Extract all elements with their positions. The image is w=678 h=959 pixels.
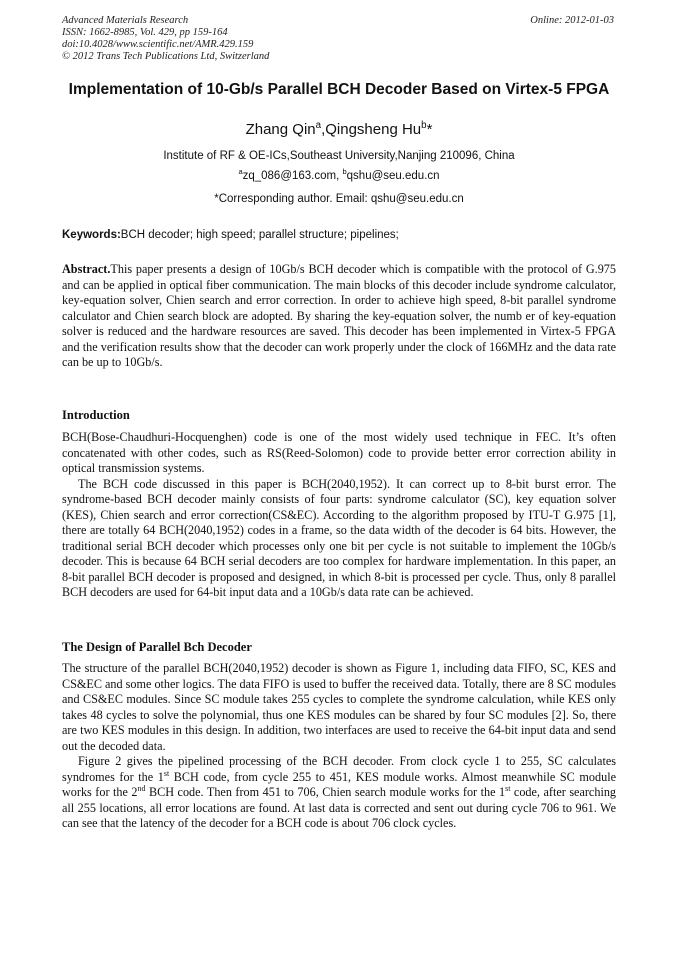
email-address[interactable]: zq_086@163.com, [242, 170, 343, 182]
paper-title: Implementation of 10-Gb/s Parallel BCH Decoder Based on Virtex-5 FPGA [68, 81, 610, 98]
paragraph: The BCH code discussed in this paper is BCH(2040,1952). It can correct up to 8-bit burst error. The syndrome-based BCH decoder mainly consists of four parts: syndrome calculator (SC), key equation solver (KES), Chien search and error correction(CS&EC). According to the algorithm proposed by ITU-T G.975 [1], there are totally 64 BCH(2040,1952) codes in a frame, so the data width of the decoder is 64 bits. However, the traditional serial BCH decoder which processes only one bit per cycle is not suitable to implement the 10Gb/s decoder. This is because 64 BCH serial decoders are too complex for hardware implementation. In this paper, an 8-bit parallel BCH decoder is proposed and designed, in which 8-bit is processed per cycle. Thus, only 8 parallel BCH decoders are used for 64-bit input data and a 10Gb/s data rate can be achieved. [62, 476, 616, 599]
abstract-label: Abstract. [62, 262, 111, 276]
email-marker: b [342, 167, 347, 177]
corresponding-author: *Corresponding author. Email: qshu@seu.edu.cn [214, 193, 464, 205]
ordinal-suffix: nd [137, 783, 146, 793]
author-affil-marker: b [421, 120, 427, 131]
paragraph: The structure of the parallel BCH(2040,1952) decoder is shown as Figure 1, including data FIFO, SC, KES and CS&EC and some other logics. The data FIFO is used to buffer the received data. Totally, there are 8 SC modules and CS&EC modules. Since SC module takes 255 cycles to complete the syndrome calculation, while KES only takes 48 cycles to solve the polynomial, thus one KES modules can be shared by four SC modules [2]. So, there are two KES modules in this design. In addition, two interfaces are used to receive the 64-bit input data and send out the decoded data. [62, 661, 616, 753]
text-run: BCH code. Then from 451 to 706, Chien search module works for the 1 [145, 785, 506, 799]
keywords [62, 228, 616, 242]
email-address[interactable]: qshu@seu.edu.cn [346, 170, 440, 182]
text-run: Figure 2 gives the pipelined processing of the BCH decoder. From clock cycle 1 to 255, SC calculates syndromes for the 1 [62, 754, 616, 784]
author-separator: , [321, 121, 326, 138]
author-line [62, 121, 616, 139]
text-run: BCH code, from cycle 255 to 451, KES module works. Almost meanwhile SC module works for the 2 [62, 769, 616, 799]
section-heading: Introduction [62, 408, 130, 422]
email-marker: a [238, 167, 243, 177]
paragraph [62, 754, 616, 832]
abstract [62, 262, 616, 371]
keywords-text: BCH decoder; high speed; parallel structure; pipelines; [120, 229, 399, 241]
journal-header [62, 15, 269, 63]
doi-line: doi:10.4028/www.scientific.net/AMR.429.159 [62, 39, 254, 50]
author-name: Qingsheng Hu [325, 121, 422, 138]
author-name: Zhang Qin [245, 121, 316, 138]
author-affil-marker: a [315, 120, 322, 131]
keywords-label: Keywords: [62, 229, 121, 241]
journal-name: Advanced Materials Research [62, 15, 189, 26]
online-date: Online: 2012-01-03 [530, 15, 614, 26]
section-heading: The Design of Parallel Bch Decoder [62, 640, 252, 654]
paragraph: BCH(Bose-Chaudhuri-Hocquenghen) code is one of the most widely used technique in FEC. It’s often concatenated with other codes, such as RS(Reed-Solomon) code to provide better error correction ability in optical transmission systems. [62, 430, 616, 475]
issn-line: ISSN: 1662-8985, Vol. 429, pp 159-164 [62, 27, 228, 38]
ordinal-suffix: st [163, 768, 170, 778]
copyright-line: © 2012 Trans Tech Publications Ltd, Switzerland [62, 51, 270, 62]
affiliation: Institute of RF & OE-ICs,Southeast University,Nanjing 210096, China [163, 150, 515, 162]
abstract-text: This paper presents a design of 10Gb/s BCH decoder which is compatible with the protocol of G.975 and can be applied in optical fiber communication. The main blocks of this decoder include syndrome calculator, key-equation solver, Chien search and error correction. In order to achieve high speed, 8-bit parallel syndrome calculator and Chien search block are adopted. By sharing the key-equation solver, the numb er of key-equation solver is reduced and the hardware resources are saved. This decoder has been implemented in Virtex-5 FPGA and the verification results show that the decoder can work properly under the clock of 166MHz and the data rate can be up to 10Gb/s. [62, 262, 616, 369]
design-section [62, 661, 616, 832]
text-run: code, after searching all 255 locations, all error locations are found. At last data is corrected and sent out during cycle 706 to 961. We can see that the latency of the decoder for a BCH code is about 706 clock cycles. [62, 785, 617, 830]
introduction-section [62, 430, 616, 601]
email-line [62, 169, 616, 183]
ordinal-suffix: st [505, 783, 511, 793]
corresponding-marker: * [426, 121, 433, 138]
